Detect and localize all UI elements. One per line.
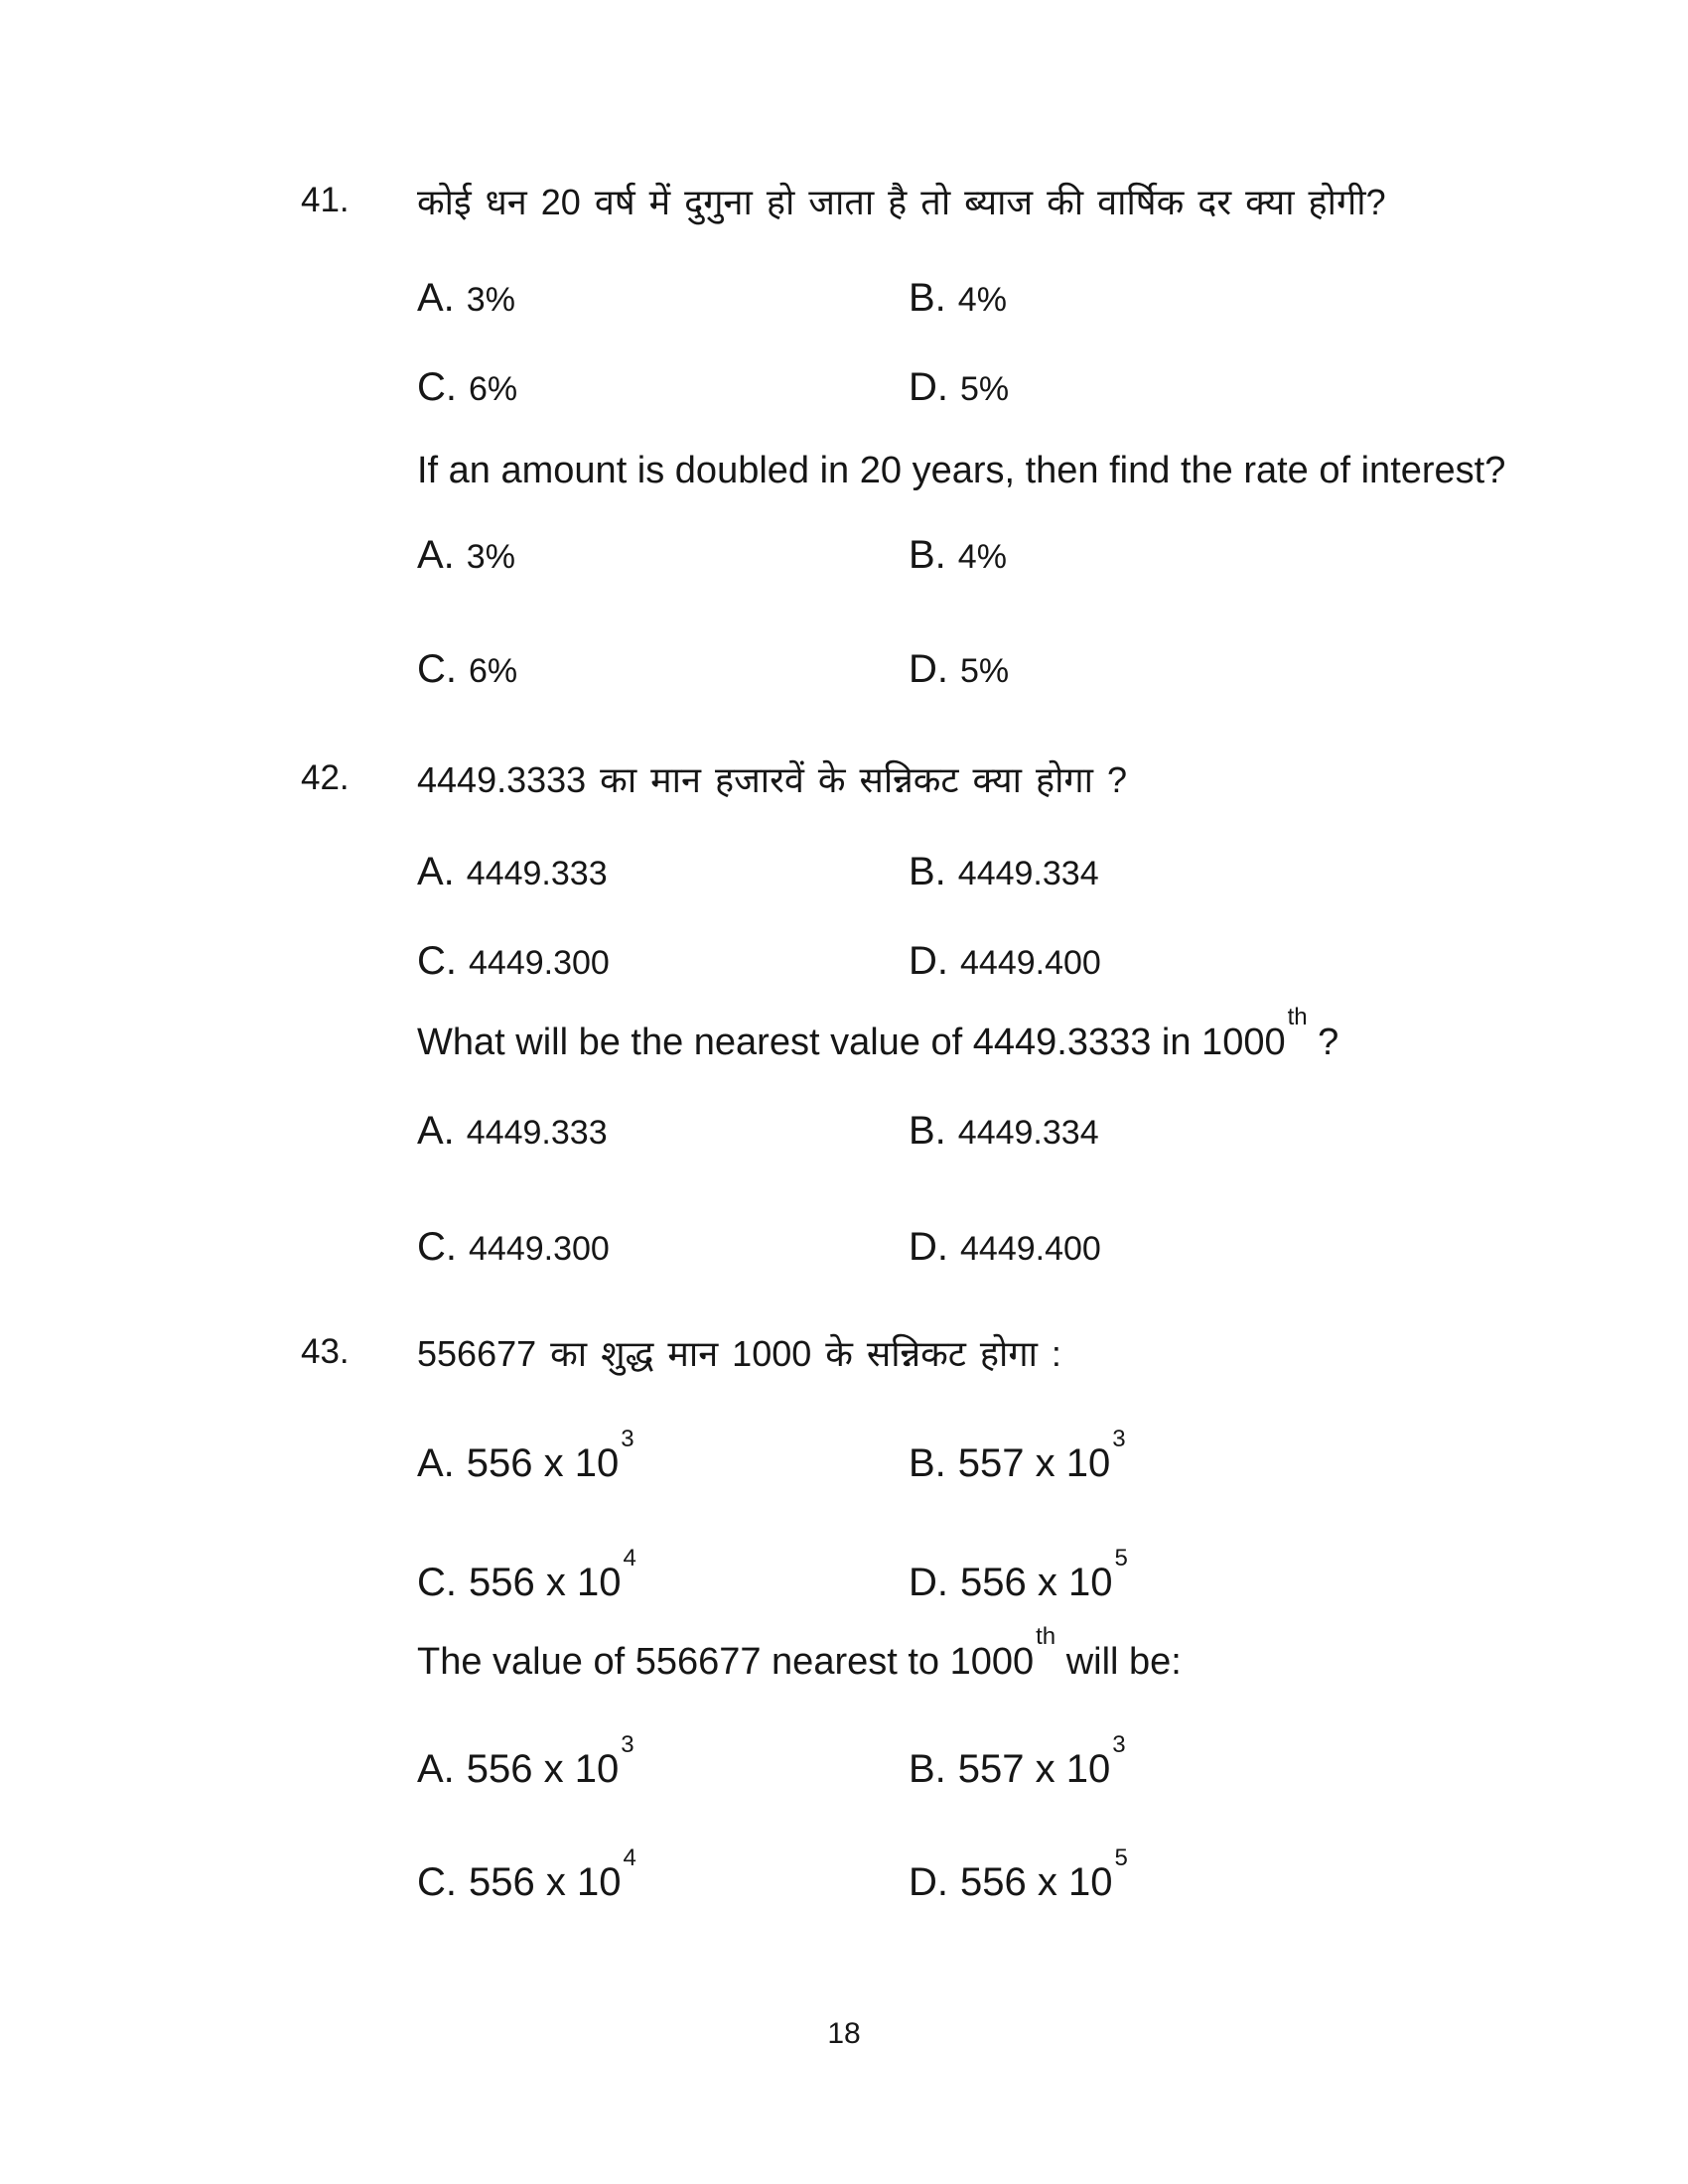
option-value-text: 557 x 10 [957, 1441, 1111, 1485]
option-label: D. [909, 647, 948, 691]
option-value-text: 556 x 10 [960, 1561, 1113, 1604]
option-d [909, 1544, 1128, 1605]
option-value [958, 1114, 1101, 1152]
option-superscript: 4 [623, 1544, 636, 1571]
question-text-english [417, 1004, 1339, 1066]
question-text-english [417, 1623, 1182, 1686]
option-label: D. [909, 1225, 948, 1269]
option-b [909, 276, 1009, 321]
option-label: A. [417, 1109, 455, 1153]
option-value-text: 6% [469, 652, 518, 690]
option-a [417, 276, 517, 321]
option-value [960, 652, 1011, 690]
option-label: A. [417, 276, 455, 320]
option-value-text: 556 x 10 [960, 1860, 1113, 1904]
option-a [417, 1425, 634, 1486]
option-label: C. [417, 1225, 457, 1269]
page-footer [0, 2017, 1688, 2051]
option-superscript: 3 [621, 1730, 634, 1758]
option-label: C. [417, 365, 457, 409]
option-value-text: 5% [960, 652, 1010, 690]
option-b [909, 1730, 1126, 1792]
option-c [417, 939, 612, 984]
option-label: D. [909, 1561, 948, 1604]
question-text-post: will be: [1055, 1641, 1182, 1683]
option-value [469, 370, 519, 408]
option-value [469, 1544, 636, 1604]
option-value-text: 557 x 10 [957, 1747, 1111, 1791]
option-label: D. [909, 1860, 948, 1904]
option-label: A. [417, 1747, 455, 1791]
option-value-text: 4449.333 [466, 1114, 608, 1152]
option-value [466, 1425, 634, 1485]
question-number: 41. [301, 181, 350, 219]
option-value-text: 4449.400 [960, 1230, 1101, 1268]
question-text-pre: What will be the nearest value of 4449.3333 in 1000 [417, 1022, 1286, 1063]
option-value-text: 4% [957, 281, 1007, 319]
option-value [960, 944, 1103, 982]
option-label: C. [417, 939, 457, 983]
option-a [417, 850, 610, 894]
option-value [467, 281, 517, 319]
option-value-text: 4449.334 [957, 855, 1099, 892]
option-superscript: 3 [621, 1425, 634, 1452]
option-value [958, 281, 1009, 319]
option-label: D. [909, 939, 948, 983]
option-value-text: 4449.333 [466, 855, 608, 892]
option-value [960, 370, 1011, 408]
option-value [960, 1230, 1103, 1268]
option-value-text: 4449.300 [469, 944, 610, 982]
option-label: B. [909, 276, 946, 320]
option-label: C. [417, 647, 457, 691]
option-superscript: 3 [1112, 1730, 1126, 1758]
option-value [469, 1230, 612, 1268]
option-value [960, 1843, 1128, 1904]
option-superscript: 3 [1112, 1425, 1126, 1452]
option-c [417, 647, 519, 692]
option-value-text: 556 x 10 [466, 1747, 620, 1791]
question-number: 42. [301, 758, 350, 797]
option-value-text: 556 x 10 [466, 1441, 620, 1485]
question-text-hindi: कोई धन 20 वर्ष में दुगुना हो जाता है तो ब्याज की वार्षिक दर क्या होगी? [417, 182, 1386, 222]
question-text-hindi: 556677 का शुद्ध मान 1000 के सन्निकट होगा : [417, 1333, 1061, 1374]
option-value [467, 538, 517, 576]
option-c [417, 1225, 612, 1270]
question-text-pre: The value of 556677 nearest to 1000 [417, 1641, 1035, 1683]
option-d [909, 647, 1011, 692]
option-label: B. [909, 533, 946, 577]
option-value-text: 6% [469, 370, 518, 408]
option-value [466, 1730, 634, 1791]
option-value-text: 3% [466, 281, 515, 319]
question-number: 43. [301, 1332, 350, 1371]
option-value-text: 4449.300 [469, 1230, 610, 1268]
option-value-text: 4449.400 [960, 944, 1101, 982]
option-value [467, 1114, 610, 1152]
option-c [417, 1544, 636, 1605]
option-b [909, 1425, 1126, 1486]
option-b [909, 1109, 1101, 1154]
option-label: A. [417, 850, 455, 893]
option-label: B. [909, 1441, 946, 1485]
option-d [909, 939, 1103, 984]
question-superscript: th [1287, 1004, 1308, 1031]
option-superscript: 5 [1114, 1843, 1128, 1871]
option-label: C. [417, 1561, 457, 1604]
option-a [417, 533, 517, 578]
option-d [909, 1843, 1128, 1905]
option-label: B. [909, 1109, 946, 1153]
option-value [957, 1425, 1126, 1485]
option-value-text: 5% [960, 370, 1010, 408]
option-value [957, 1730, 1126, 1791]
option-b [909, 533, 1009, 578]
question-text-hindi: 4449.3333 का मान हजारवें के सन्निकट क्या होगा ? [417, 759, 1128, 800]
option-value [960, 1544, 1128, 1604]
option-label: D. [909, 365, 948, 409]
option-a [417, 1730, 634, 1792]
question-text-post: ? [1307, 1022, 1339, 1063]
option-b [909, 850, 1101, 894]
question-text-english [417, 449, 1507, 494]
option-value [469, 652, 519, 690]
question-text-pre: If an amount is doubled in 20 years, then find the rate of interest? [417, 450, 1506, 491]
option-label: A. [417, 533, 455, 577]
option-value [467, 855, 610, 892]
option-c [417, 365, 519, 410]
option-value-text: 4449.334 [957, 1114, 1099, 1152]
option-label: B. [909, 850, 946, 893]
question-superscript: th [1036, 1623, 1056, 1651]
option-d [909, 365, 1011, 410]
page-number: 18 [827, 2017, 861, 2050]
option-value-text: 556 x 10 [469, 1561, 622, 1604]
option-c [417, 1843, 636, 1905]
option-value-text: 3% [466, 538, 515, 576]
option-value [469, 944, 612, 982]
option-value-text: 4% [957, 538, 1007, 576]
option-label: B. [909, 1747, 946, 1791]
option-value [958, 855, 1101, 892]
option-value [958, 538, 1009, 576]
option-label: C. [417, 1860, 457, 1904]
option-value-text: 556 x 10 [469, 1860, 622, 1904]
option-value [469, 1843, 636, 1904]
option-superscript: 4 [623, 1843, 636, 1871]
option-d [909, 1225, 1103, 1270]
option-a [417, 1109, 610, 1154]
option-superscript: 5 [1114, 1544, 1128, 1571]
option-label: A. [417, 1441, 455, 1485]
